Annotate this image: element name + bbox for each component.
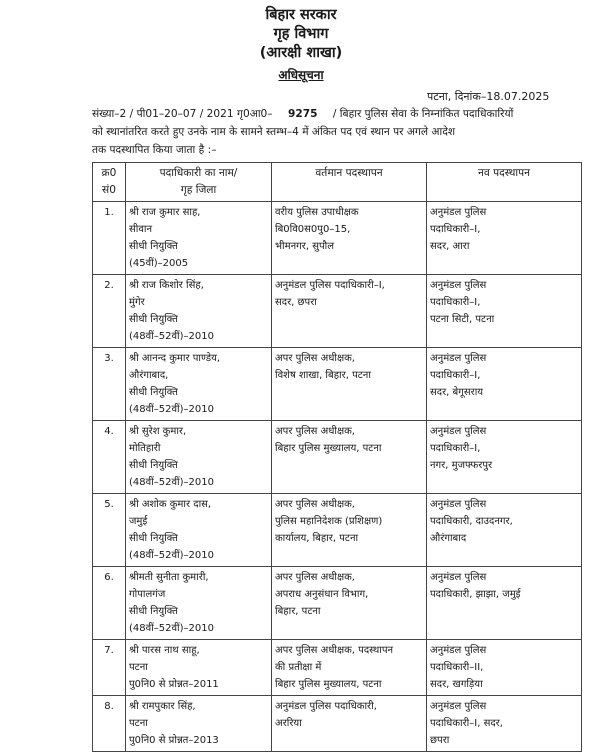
- cell-new-posting-line: अनुमंडल पुलिस: [430, 645, 487, 656]
- cell-officer-name-line: औरंगाबाद,: [129, 370, 169, 381]
- cell-officer-name: [126, 348, 272, 421]
- transfer-table: [92, 162, 582, 752]
- cell-new-posting-line: सदर, खगड़िया: [430, 679, 483, 690]
- cell-new-posting-line: पदाधिकारी–I,: [430, 224, 481, 235]
- cell-current-posting-line: अनुमंडल पुलिस पदाधिकारी–I,: [275, 280, 385, 291]
- cell-new-posting: [427, 421, 582, 494]
- cell-new-posting-line: छपरा: [430, 735, 450, 746]
- cell-new-posting-line: नगर, मुजफ्फरपुर: [430, 460, 493, 471]
- cell-officer-name-line: श्री सुरेश कुमार,: [129, 426, 187, 437]
- cell-officer-name-line: (45वीं)–2005: [129, 258, 189, 269]
- cell-officer-name: [126, 202, 272, 275]
- cell-new-posting: [427, 494, 582, 567]
- header-name: [126, 163, 272, 202]
- cell-current-posting-line: अपर पुलिस अधीक्षक,: [275, 499, 355, 510]
- cell-officer-name-line: पटना: [129, 718, 148, 729]
- cell-current-posting: [272, 421, 427, 494]
- cell-sno: 3.: [93, 348, 126, 421]
- table-body: [93, 202, 582, 752]
- cell-officer-name-line: (48वीं–52वीं)–2010: [129, 623, 215, 634]
- cell-officer-name-line: (48वीं–52वीं)–2010: [129, 477, 215, 488]
- cell-officer-name-line: सीधी नियुक्ति: [129, 606, 178, 617]
- cell-new-posting-line: सदर, आरा: [430, 241, 470, 252]
- cell-new-posting-line: पटना सिटी, पटना: [430, 314, 495, 325]
- cell-officer-name-line: सीधी नियुक्ति: [129, 387, 178, 398]
- cell-officer-name-line: पु0नि0 से प्रोन्नत–2013: [129, 735, 219, 746]
- cell-officer-name: [126, 421, 272, 494]
- cell-current-posting-line: बिहार, पटना: [275, 606, 321, 617]
- cell-officer-name-line: श्री आनन्द कुमार पाण्डेय,: [129, 353, 221, 364]
- cell-officer-name: [126, 275, 272, 348]
- table-row: [93, 275, 582, 348]
- cell-new-posting-line: पदाधिकारी, दाउदनगर,: [430, 516, 513, 527]
- cell-current-posting-line: अपराध अनुसंधान विभाग,: [275, 589, 369, 600]
- cell-sno: 6.: [93, 567, 126, 640]
- cell-current-posting: [272, 696, 427, 752]
- cell-officer-name: [126, 696, 272, 752]
- header-department: गृह विभाग: [273, 26, 329, 42]
- cell-current-posting-line: बिहार पुलिस मुख्यालय, पटना: [275, 443, 382, 454]
- cell-officer-name-line: सीधी नियुक्ति: [129, 460, 178, 471]
- cell-officer-name-line: श्रीमती सुनीता कुमारी,: [129, 572, 209, 583]
- cell-current-posting: [272, 494, 427, 567]
- cell-current-posting: [272, 275, 427, 348]
- table-row: [93, 696, 582, 752]
- header-new-posting: [427, 163, 582, 202]
- cell-officer-name-line: पु0नि0 से प्रोन्नत–2011: [129, 679, 219, 690]
- cell-sno: 2.: [93, 275, 126, 348]
- cell-current-posting-line: अनुमंडल पुलिस पदाधिकारी,: [275, 701, 377, 712]
- header-name-text: गृह जिला: [180, 184, 217, 196]
- table-row: [93, 494, 582, 567]
- cell-officer-name-line: सीधी नियुक्ति: [129, 533, 178, 544]
- table-row: [93, 640, 582, 696]
- header-name-text: पदाधिकारी का नाम/: [159, 167, 238, 179]
- cell-new-posting-line: पदाधिकारी–I,: [430, 443, 481, 454]
- intro-line-3: तक पदस्थापित किया जाता है :–: [92, 144, 217, 156]
- cell-current-posting-line: वरीय पुलिस उपाधीक्षक: [275, 207, 359, 218]
- header-government: बिहार सरकार: [265, 7, 337, 23]
- cell-officer-name: [126, 640, 272, 696]
- cell-current-posting-line: अररिया: [275, 718, 302, 729]
- cell-officer-name-line: श्री पारस नाथ साहू,: [129, 645, 200, 656]
- cell-officer-name-line: सीधी नियुक्ति: [129, 314, 178, 325]
- cell-officer-name-line: श्री अशोक कुमार दास,: [129, 499, 212, 510]
- cell-officer-name-line: (48वीं–52वीं)–2010: [129, 331, 215, 342]
- cell-sno: 8.: [93, 696, 126, 752]
- cell-officer-name-line: श्री राज किशोर सिंह,: [129, 280, 204, 291]
- cell-officer-name: [126, 567, 272, 640]
- header-new-text: नव पदस्थापन: [477, 167, 531, 179]
- cell-current-posting: [272, 348, 427, 421]
- cell-officer-name-line: श्री राज कुमार साह,: [129, 207, 201, 218]
- intro-line-1-rest: / बिहार पुलिस सेवा के निम्नांकित पदाधिकारियों: [332, 108, 514, 120]
- cell-officer-name-line: मुंगेर: [129, 297, 145, 308]
- cell-current-posting-line: अपर पुलिस अधीक्षक,: [275, 353, 355, 364]
- header-branch: (आरक्षी शाखा): [259, 45, 343, 61]
- header-sno-text: सं0: [102, 184, 116, 196]
- cell-current-posting-line: सदर, छपरा: [275, 297, 317, 308]
- cell-new-posting: [427, 348, 582, 421]
- cell-current-posting-line: अपर पुलिस अधीक्षक,: [275, 426, 355, 437]
- cell-new-posting-line: पदाधिकारी–II,: [430, 662, 484, 673]
- cell-new-posting: [427, 640, 582, 696]
- cell-new-posting: [427, 567, 582, 640]
- cell-new-posting-line: अनुमंडल पुलिस: [430, 207, 487, 218]
- cell-officer-name: [126, 494, 272, 567]
- cell-new-posting-line: अनुमंडल पुलिस: [430, 353, 487, 364]
- place-date: पटना, दिनांक–18.07.2025: [427, 90, 550, 103]
- cell-current-posting: [272, 202, 427, 275]
- cell-new-posting-line: अनुमंडल पुलिस: [430, 426, 487, 437]
- header-sno-text: क्र0: [101, 167, 117, 179]
- cell-sno: 7.: [93, 640, 126, 696]
- notification-title: अधिसूचना: [278, 68, 324, 82]
- cell-new-posting-line: अनुमंडल पुलिस: [430, 701, 487, 712]
- cell-current-posting-line: की प्रतीक्षा में: [275, 662, 322, 673]
- cell-current-posting-line: बि0वि0स0पु0–15,: [275, 224, 351, 235]
- header-current-text: वर्तमान पदस्थापन: [315, 167, 383, 179]
- cell-current-posting-line: विशेष शाखा, बिहार, पटना: [275, 370, 371, 381]
- cell-officer-name-line: श्री रामपुकार सिंह,: [129, 701, 196, 712]
- table-row: [93, 348, 582, 421]
- table-row: [93, 202, 582, 275]
- cell-new-posting: [427, 275, 582, 348]
- cell-sno: 1.: [93, 202, 126, 275]
- cell-current-posting-line: भीमनगर, सुपौल: [275, 241, 335, 252]
- cell-current-posting-line: कार्यालय, बिहार, पटना: [275, 533, 359, 544]
- cell-officer-name-line: मोतिहारी: [129, 443, 161, 454]
- order-reference: संख्या–2 / पी01–20–07 / 2021 गृ0आ0–: [92, 108, 273, 120]
- order-number: 9275: [287, 108, 318, 120]
- cell-new-posting-line: पदाधिकारी, झाझा, जमुई: [430, 589, 521, 600]
- cell-current-posting-line: अपर पुलिस अधीक्षक, पदस्थापन: [275, 645, 394, 656]
- intro-line-1: [92, 107, 578, 121]
- cell-new-posting: [427, 202, 582, 275]
- intro-line-2: को स्थानांतरित करते हुए उनके नाम के सामने स्तम्भ–4 में अंकित पद एवं स्थान पर अगले आदेश: [92, 126, 456, 138]
- header-current-posting: [272, 163, 427, 202]
- table-row: [93, 567, 582, 640]
- cell-officer-name-line: जमुई: [129, 516, 148, 527]
- cell-new-posting-line: पदाधिकारी–I,: [430, 370, 481, 381]
- header-sno: [93, 163, 126, 202]
- cell-sno: 5.: [93, 494, 126, 567]
- cell-new-posting-line: पदाधिकारी–I,: [430, 297, 481, 308]
- cell-new-posting-line: अनुमंडल पुलिस: [430, 572, 487, 583]
- cell-new-posting: [427, 696, 582, 752]
- cell-new-posting-line: औरंगाबाद: [430, 533, 467, 544]
- cell-officer-name-line: गोपालगंज: [129, 589, 166, 600]
- cell-new-posting-line: पदाधिकारी–I, सदर,: [430, 718, 503, 729]
- cell-sno: 4.: [93, 421, 126, 494]
- cell-officer-name-line: सीवान: [129, 224, 153, 235]
- cell-new-posting-line: अनुमंडल पुलिस: [430, 280, 487, 291]
- cell-officer-name-line: (48वीं–52वीं)–2010: [129, 550, 215, 561]
- table-row: [93, 421, 582, 494]
- cell-officer-name-line: (48वीं–52वीं)–2010: [129, 404, 215, 415]
- cell-current-posting-line: बिहार पुलिस मुख्यालय, पटना: [275, 679, 382, 690]
- notification-title-wrap: [0, 66, 602, 83]
- cell-new-posting-line: अनुमंडल पुलिस: [430, 499, 487, 510]
- cell-current-posting: [272, 640, 427, 696]
- cell-officer-name-line: सीधी नियुक्ति: [129, 241, 178, 252]
- cell-current-posting-line: अपर पुलिस अधीक्षक,: [275, 572, 355, 583]
- table-header-row: [93, 163, 582, 202]
- cell-new-posting-line: सदर, बेगूसराय: [430, 387, 484, 398]
- cell-current-posting-line: पुलिस महानिदेशक (प्रशिक्षण): [275, 516, 383, 527]
- cell-current-posting: [272, 567, 427, 640]
- cell-officer-name-line: पटना: [129, 662, 148, 673]
